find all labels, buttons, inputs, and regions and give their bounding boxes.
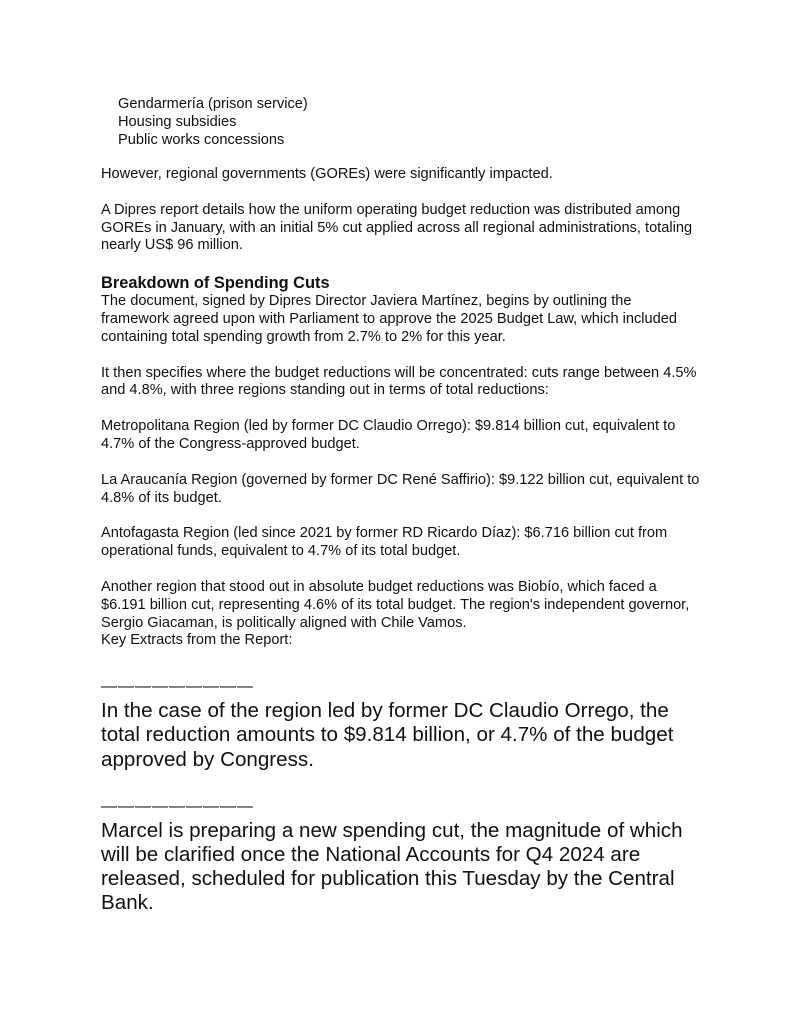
key-extracts-label: Key Extracts from the Report:	[101, 632, 293, 649]
list-item: Public works concessions	[118, 132, 285, 148]
framework-paragraph: The document, signed by Dipres Director Javiera Martínez, begins by outlining the framework agreed upon with Parliament to approve the 2025 Budget Law, which included containing total spending growth from 2.7% to 2% for this year.	[101, 293, 677, 345]
dipres-report-paragraph: A Dipres report details how the uniform operating budget reduction was distributed among GOREs in January, with an initial 5% cut applied across all regional administrations, totaling nearly US$ 96 million.	[101, 201, 693, 254]
metropolitana-paragraph: Metropolitana Region (led by former DC Claudio Orrego): $9.814 billion cut, equivalent to 4.7% of the Congress-approved budget.	[101, 418, 676, 452]
list-item: Gendarmería (prison service)	[118, 96, 308, 112]
divider: —————————	[101, 678, 254, 696]
extract-quote-1: In the case of the region led by former DC Claudio Orrego, the total reduction amounts to $9.814 billion, or 4.7% of the budget approved by Congress.	[101, 699, 674, 771]
section-heading: Breakdown of Spending Cuts	[101, 274, 330, 293]
antofagasta-paragraph: Antofagasta Region (led since 2021 by former RD Ricardo Díaz): $6.716 billion cut from operational funds, equivalent to 4.7% of its total budget.	[101, 525, 668, 560]
biobio-paragraph: Another region that stood out in absolute budget reductions was Biobío, which faced a $6.191 billion cut, representing 4.6% of its total budget. The region's independent governor, Sergio Giacaman, is politically aligned with Chile Vamos.	[101, 578, 690, 631]
list-item: Housing subsidies	[118, 114, 237, 130]
araucania-paragraph: La Araucanía Region (governed by former DC René Saffirio): $9.122 billion cut, equivalent to 4.8% of its budget.	[101, 471, 700, 506]
document-page	[101, 95, 701, 916]
concentration-paragraph: It then specifies where the budget reductions will be concentrated: cuts range between 4.5% and 4.8%, with three regions standing out in terms of total reductions:	[101, 364, 697, 399]
extract-quote-2: Marcel is preparing a new spending cut, the magnitude of which will be clarified once the National Accounts for Q4 2024 are released, scheduled for publication this Tuesday by the Central Bank.	[101, 818, 683, 915]
unaffected-items-list	[101, 95, 701, 149]
gores-impact-paragraph: However, regional governments (GOREs) were significantly impacted.	[101, 166, 553, 182]
divider: —————————	[101, 797, 254, 815]
